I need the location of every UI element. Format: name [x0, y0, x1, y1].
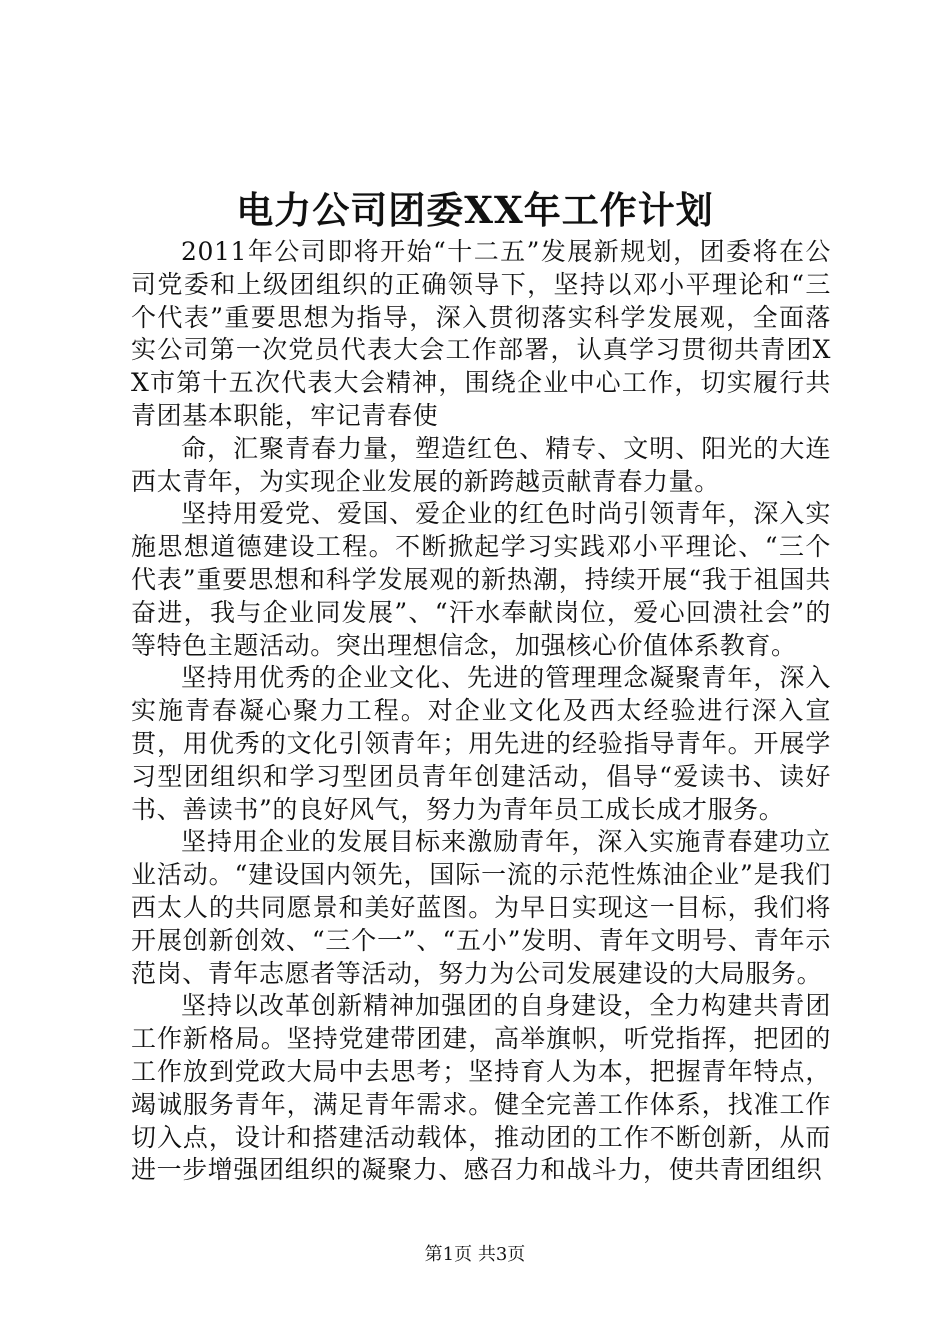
- paragraph: 坚持用企业的发展目标来激励青年，深入实施青春建功立业活动。“建设国内领先，国际一流的示范性炼油企业”是我们西太人的共同愿景和美好蓝图。为早日实现这一目标，我们将开展创新创效、“三个一”、“五小”发明、青年文明号、青年示范岗、青年志愿者等活动，努力为公司发展建设的大局服务。: [131, 827, 831, 988]
- document-body: [131, 236, 831, 1187]
- document-title: 电力公司团委XX年工作计划: [236, 188, 714, 232]
- paragraph: 坚持用爱党、爱国、爱企业的红色时尚引领青年，深入实施思想道德建设工程。不断掀起学习实践邓小平理论、“三个代表”重要思想和科学发展观的新热潮，持续开展“我于祖国共奋进，我与企业同发展”、“汗水奉献岗位，爱心回溃社会”的等特色主题活动。突出理想信念，加强核心价值体系教育。: [131, 499, 831, 660]
- paragraph: 命，汇聚青春力量，塑造红色、精专、文明、阳光的大连西太青年，为实现企业发展的新跨越贡献青春力量。: [131, 433, 831, 496]
- paragraph: 2011年公司即将开始“十二五”发展新规划，团委将在公司党委和上级团组织的正确领导下，坚持以邓小平理论和“三个代表”重要思想为指导，深入贯彻落实科学发展观，全面落实公司第一次党员代表大会工作部署，认真学习贯彻共青团XX市第十五次代表大会精神，围绕企业中心工作，切实履行共青团基本职能，牢记青春使: [131, 237, 831, 430]
- paragraph: 坚持以改革创新精神加强团的自身建设，全力构建共青团工作新格局。坚持党建带团建，高举旗帜，听党指挥，把团的工作放到党政大局中去思考；坚持育人为本，把握青年特点，竭诚服务青年，满足青年需求。健全完善工作体系，找准工作切入点，设计和搭建活动载体，推动团的工作不断创新，从而进一步增强团组织的凝聚力、感召力和战斗力，使共青团组织: [131, 991, 831, 1185]
- page-number-footer: 第1页 共3页: [424, 1244, 526, 1265]
- paragraph: 坚持用优秀的企业文化、先进的管理理念凝聚青年，深入实施青春凝心聚力工程。对企业文化及西太经验进行深入宣贯，用优秀的文化引领青年；用先进的经验指导青年。开展学习型团组织和学习型团员青年创建活动，倡导“爱读书、读好书、善读书”的良好风气，努力为青年员工成长成才服务。: [131, 663, 831, 824]
